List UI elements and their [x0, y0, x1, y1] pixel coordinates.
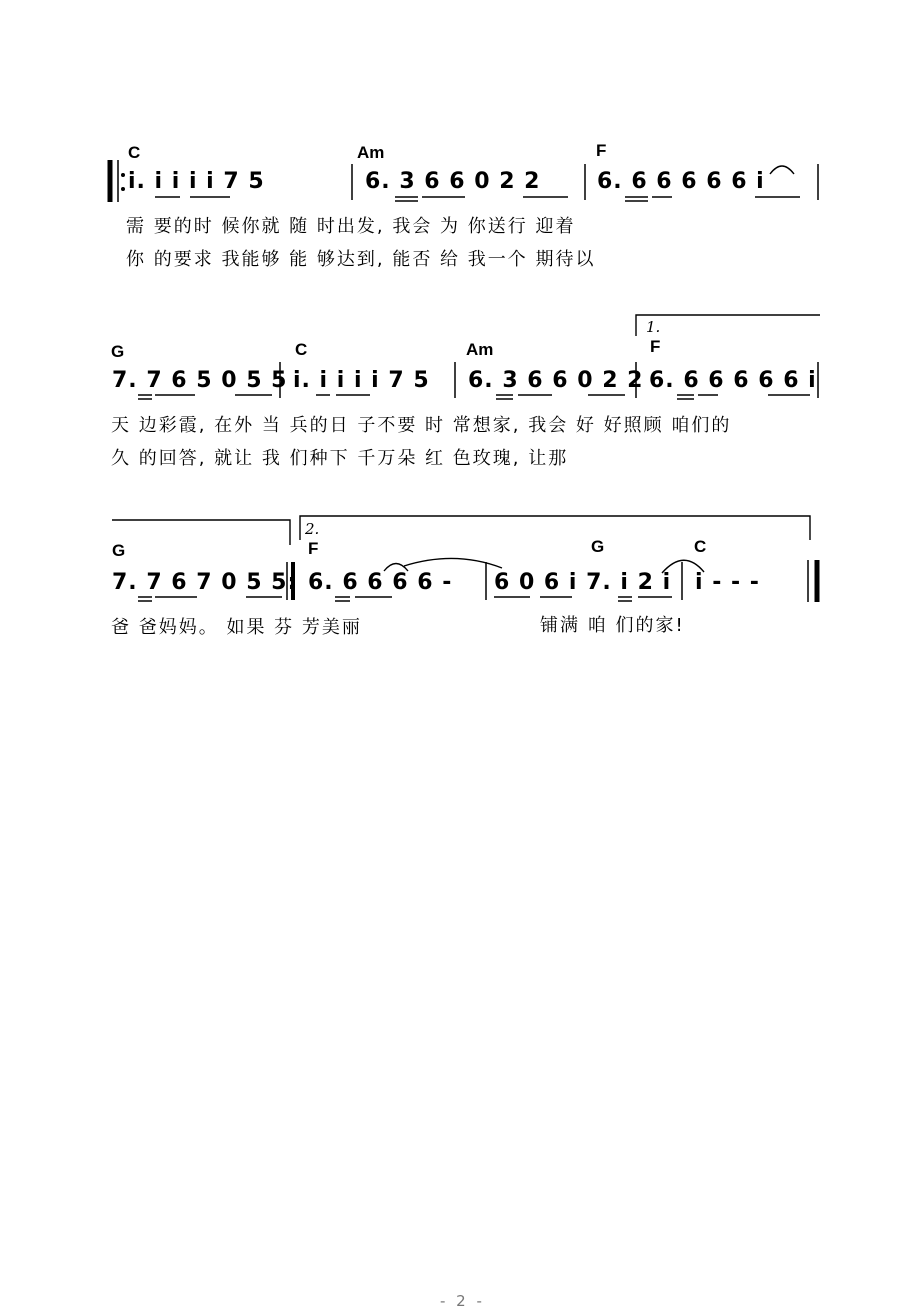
- chord-c: C: [694, 537, 707, 556]
- chord-f: F: [650, 337, 661, 356]
- tie: [770, 166, 794, 174]
- measure-10-notes: 6 0 6 i 7. i 2 i: [494, 570, 672, 595]
- volta-1-continuation: [112, 520, 290, 545]
- tie: [404, 558, 502, 568]
- chord-am: Am: [466, 340, 494, 359]
- chord-c: C: [128, 143, 141, 162]
- volta-1-label: 1.: [646, 318, 661, 336]
- lyrics-verse-2-line-1: 你 的要求 我能够 能 够达到, 能否 给 我一个 期待以: [126, 249, 596, 270]
- volta-2-label: 2.: [305, 520, 320, 538]
- chord-am: Am: [357, 143, 385, 162]
- chord-g: G: [591, 537, 605, 556]
- chord-c: C: [295, 340, 308, 359]
- lyrics-verse-1-line-1: 需 要的时 候你就 随 时出发, 我会 为 你送行 迎着: [126, 216, 576, 237]
- measure-8-notes: 7. 7 6 7 0 5 5:: [112, 570, 298, 595]
- measure-1-notes: i. i i i i 7 5: [128, 169, 265, 194]
- chord-f: F: [308, 539, 319, 558]
- lyrics-line-3-b: 铺满 咱 们的家!: [540, 615, 685, 636]
- measure-4-notes: 7. 7 6 5 0 5 5: [112, 368, 288, 393]
- chord-g: G: [111, 342, 125, 361]
- measure-5-notes: i. i i i i 7 5: [293, 368, 430, 393]
- lyrics-verse-2-line-2: 久 的回答, 就让 我 们种下 千万朵 红 色玫瑰, 让那: [111, 448, 569, 469]
- measure-11-notes: i - - -: [695, 570, 760, 595]
- chord-g: G: [112, 541, 126, 560]
- measure-3-notes: 6. 6 6 6 6 6 i: [597, 169, 765, 194]
- measure-9-notes: 6. 6 6 6 6 -: [308, 570, 453, 595]
- page-number: - 2 -: [440, 1292, 485, 1310]
- lyrics-line-3-a: 爸 爸妈妈。 如果 芬 芳美丽: [111, 617, 362, 638]
- measure-7-notes: 6. 6 6 6 6 6 i: [649, 368, 817, 393]
- measure-6-notes: 6. 3 6 6 0 2 2: [468, 368, 644, 393]
- lyrics-verse-1-line-2: 天 边彩霞, 在外 当 兵的日 子不要 时 常想家, 我会 好 好照顾 咱们的: [111, 415, 732, 436]
- volta-2-bracket: [300, 516, 810, 540]
- chord-f: F: [596, 141, 607, 160]
- volta-1-bracket: [636, 315, 820, 336]
- measure-2-notes: 6. 3 6 6 0 2 2: [365, 169, 541, 194]
